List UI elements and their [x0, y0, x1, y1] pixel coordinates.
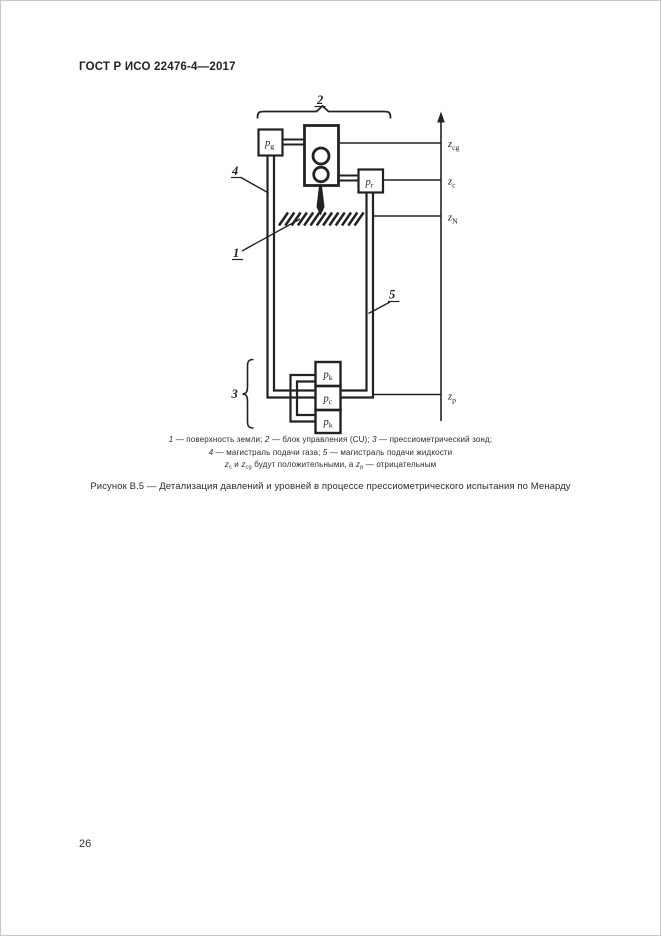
- legend-text-5: — магистраль подачи жидкости: [327, 448, 453, 457]
- probe-brace: [243, 360, 254, 429]
- level-label-zc: $z_c$: [448, 176, 456, 190]
- callout-liquid-line-leader: [369, 302, 391, 314]
- depth-axis-arrow: [437, 112, 445, 123]
- figure-legend-line-2: [1, 448, 660, 457]
- level-label-zn: $z_N$: [448, 212, 458, 226]
- legend-var-zcg-sub: cg: [245, 464, 252, 471]
- gas-supply-line-inner: [274, 155, 316, 391]
- legend-var-zcg: z: [241, 460, 246, 469]
- control-unit-dial-bottom: [314, 167, 329, 182]
- legend-text-1: — поверхность земли;: [173, 435, 265, 444]
- legend-callout-5: 5: [322, 448, 328, 457]
- legend-callout-3: 3: [372, 435, 377, 444]
- legend-text-7: будут положительными, а: [251, 460, 356, 469]
- level-label-zcg: $z_{cg}$: [448, 139, 460, 152]
- figure-legend-line-1: [1, 435, 660, 444]
- legend-callout-2: 2: [264, 435, 270, 444]
- legend-text-2: — блок управления (CU);: [269, 435, 373, 444]
- legend-text-8: — отрицательным: [363, 460, 437, 469]
- legend-var-zp-sub: p: [360, 464, 364, 471]
- legend-text-6: и: [231, 460, 242, 469]
- figure-caption: Рисунок В.5 — Детализация давлений и уровней в процессе прессиометрического испытания по Менарду: [90, 481, 571, 492]
- document-header: ГОСТ Р ИСО 22476-4—2017: [79, 61, 236, 73]
- control-unit-box: [305, 126, 339, 186]
- callout-surface-label: 1: [233, 246, 240, 260]
- page-number: 26: [79, 838, 92, 850]
- callout-gas-line-leader: [241, 178, 269, 194]
- callout-surface-leader: [242, 219, 300, 251]
- control-unit-bracket: [258, 106, 391, 119]
- measuring-cell-label: $p_c$: [323, 393, 333, 406]
- control-unit-dial-top: [313, 148, 329, 164]
- callout-probe-label: 3: [231, 387, 238, 401]
- legend-text-4: — магистраль подачи газа;: [213, 448, 323, 457]
- callout-liquid-line-label: 5: [389, 287, 396, 302]
- figure-legend-line-3: [1, 460, 660, 470]
- callout-control-unit-label: 2: [317, 93, 324, 107]
- legend-var-zp: z: [355, 460, 361, 469]
- legend-var-zc: z: [224, 460, 229, 469]
- legend-callout-4: 4: [208, 448, 214, 457]
- guard-cell-top-label: $p_k$: [323, 369, 333, 382]
- legend-var-zc-sub: c: [228, 464, 232, 471]
- legend-callout-1: 1: [168, 435, 174, 444]
- line-pressure-sensor-label: $p_r$: [365, 177, 374, 190]
- guard-cell-bottom-label: $p_k$: [323, 417, 333, 430]
- callout-gas-line-label: 4: [232, 164, 239, 178]
- plumb-bob: [317, 186, 325, 216]
- legend-text-3: — прессиометрический зонд;: [376, 435, 493, 444]
- level-label-zp: $z_p$: [448, 391, 456, 405]
- gas-pressure-sensor-label: $p_g$: [265, 138, 275, 151]
